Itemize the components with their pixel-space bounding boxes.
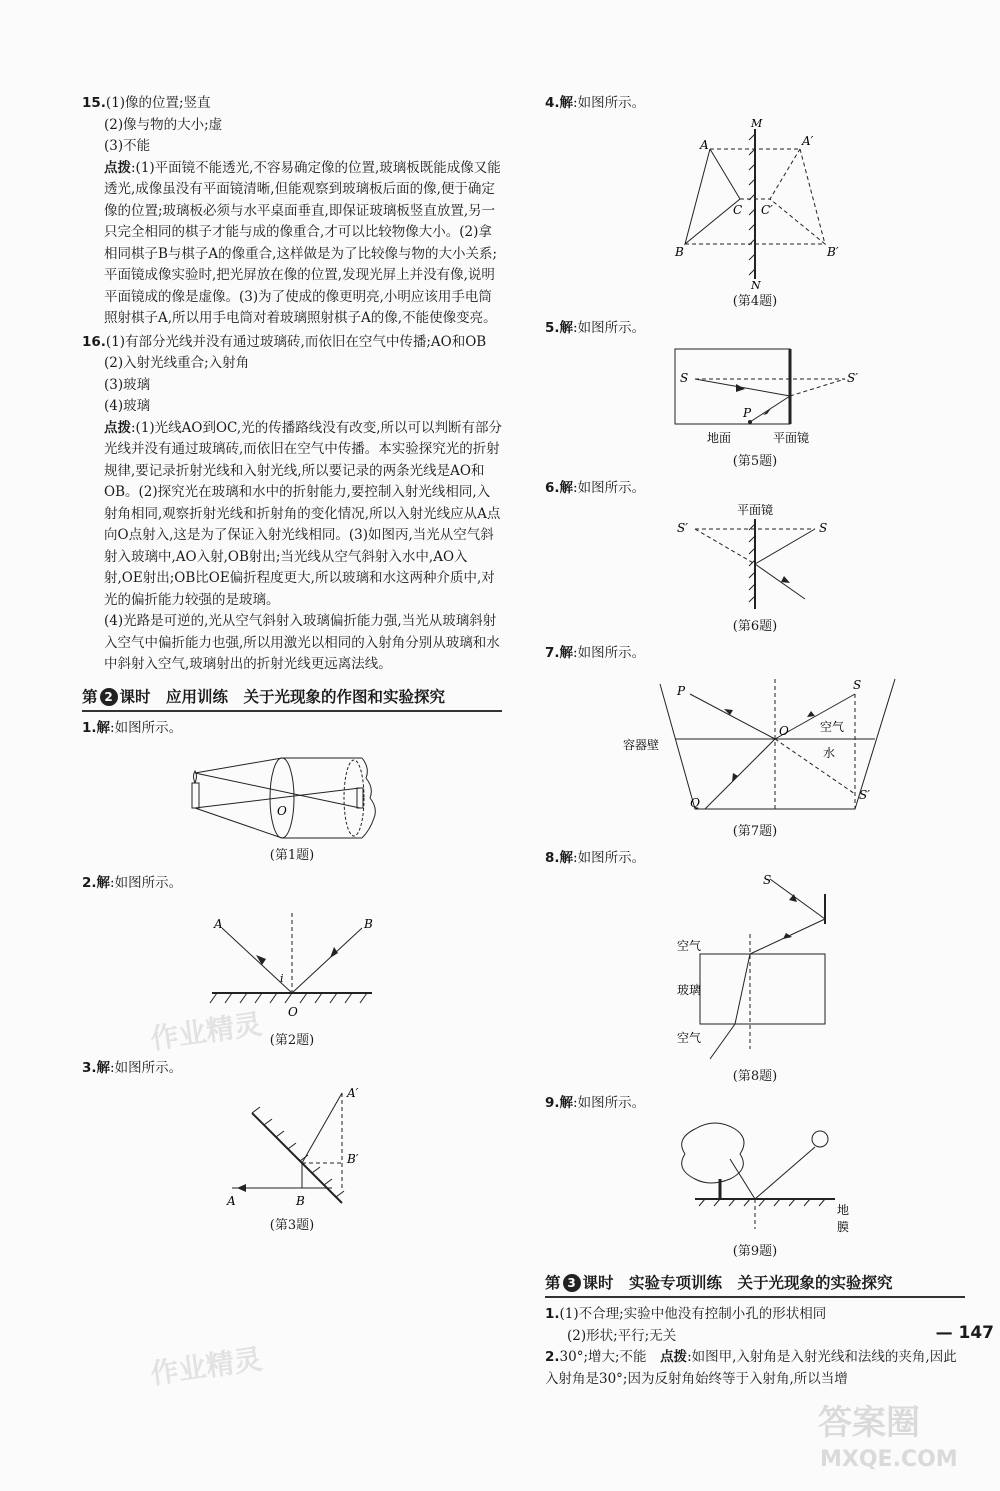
svg-text:P: P: [677, 683, 686, 698]
svg-text:容器壁: 容器壁: [623, 737, 660, 752]
section-3-heading: 第 3 课时 实验专项训练 关于光现象的实验探究: [545, 1270, 965, 1298]
q16-answer-2: (2)入射光线重合;入射角: [104, 355, 250, 371]
s3q2-answer: 2.30°;增大;不能 点拨:如图甲,入射角是入射光线和法线的夹角,因此入射角是30°;因为反射角始终等于入射角,所以当增: [545, 1349, 957, 1387]
page-number: — 147: [936, 1323, 994, 1343]
tree-sun-diagram: [655, 1119, 855, 1239]
fig9-caption: (第9题): [732, 1243, 778, 1259]
fig8-answer: 8.解:如图所示。: [545, 850, 646, 866]
svg-text:平面镜: 平面镜: [773, 430, 810, 445]
section-number-badge: 3: [563, 1274, 581, 1292]
svg-text:B: B: [296, 1194, 305, 1208]
watermark: 作业精灵: [148, 1342, 264, 1391]
svg-text:空气: 空气: [820, 719, 845, 734]
q15-answer-2: (2)像与物的大小;虚: [104, 116, 223, 133]
svg-text:B: B: [364, 917, 373, 931]
q16-tip-2: (4)光路是可逆的,光从空气斜射入玻璃偏折能力强,当光从玻璃斜射入空气中偏折能力也强,所以用激光以相同的入射角分别从玻璃和水中斜射入空气,玻璃射出的折射光线更远离法线。: [104, 613, 500, 672]
fig2: [82, 898, 502, 1052]
svg-text:O: O: [277, 804, 287, 818]
svg-text:C′: C′: [761, 202, 773, 217]
fig8-caption: (第8题): [732, 1068, 778, 1084]
svg-text:膜: 膜: [837, 1219, 850, 1234]
container-refraction-diagram: [605, 669, 905, 819]
svg-text:空气: 空气: [677, 938, 702, 953]
svg-text:O: O: [779, 723, 789, 738]
q16-answer-4: (4)玻璃: [104, 398, 151, 414]
q15-answer-1: 15.(1)像的位置;竖直: [82, 95, 211, 111]
svg-text:B′: B′: [827, 244, 839, 259]
svg-text:A′: A′: [802, 133, 814, 148]
section-number-badge: 2: [100, 688, 118, 706]
svg-text:A: A: [700, 137, 709, 152]
svg-text:P: P: [743, 405, 752, 420]
s3q1-answer-2: (2)形状;平行;无关: [567, 1327, 677, 1344]
q16-tip: 点拨:(1)光线AO到OC,光的传播路线没有改变,所以可以判断有部分光线并没有通过玻璃砖,而依旧在空气中传播。本实验探究光的折射规律,要记录折射光线和入射光线,所以要记录的两条光线是AO和OB。(2)探究光在玻璃和水中的折射能力,要控制入射光线相同,入射角相同,观察折射光线和折射角的变化情况,所以入射光线应从A点向O点射入,这是为了保证入射光线相同。(3)如图丙,当光从空气斜射入玻璃中,AO入射,OB射出;当光线从空气斜射入水中,AO入射,OE射出;OB比OE偏折程度更大,所以玻璃和水这两种介质中,对光的偏折能力较强的是玻璃。: [104, 419, 502, 608]
fig4-caption: (第4题): [732, 293, 778, 309]
fig2-caption: (第2题): [269, 1033, 315, 1048]
svg-text:S: S: [680, 370, 689, 385]
fig6-answer: 6.解:如图所示。: [545, 480, 646, 496]
fig3-answer: 3.解:如图所示。: [82, 1059, 183, 1076]
watermark-logo: 答案圈: [818, 1403, 920, 1443]
svg-text:S′: S′: [847, 370, 858, 385]
fig2-answer: 2.解:如图所示。: [82, 874, 183, 891]
fig7-answer: 7.解:如图所示。: [545, 645, 646, 661]
q16-answer-3: (3)玻璃: [104, 376, 151, 393]
svg-text:S′: S′: [677, 520, 688, 535]
svg-text:Q: Q: [690, 795, 700, 810]
left-column: [82, 93, 502, 1243]
fig4-answer: 4.解:如图所示。: [545, 95, 646, 111]
svg-text:A: A: [214, 917, 223, 931]
fig9-answer: 9.解:如图所示。: [545, 1095, 646, 1111]
mirror-source-diagram: [655, 504, 855, 614]
q15-tip: 点拨:(1)平面镜不能透光,不容易确定像的位置,玻璃板既能成像又能透光,成像虽没有平面镜清晰,但能观察到玻璃板后面的像,便于确定像的位置;玻璃板必须与水平桌面垂直,即保证玻璃板竖直放置,另一只完全相同的棋子才能与成的像重合,才可以比较物像大小。(2)拿相同棋子B与棋子A的像重合,这样做是为了比较像与物的大小关系;平面镜成像实验时,把光屏放在像的位置,发现光屏上并没有像,说明平面镜成的像是虚像。(3)为了使成的像更明亮,小明应该用手电筒照射棋子A,所以用手电筒对着玻璃照射棋子A的像,不能使像变亮。: [104, 159, 501, 326]
svg-text:S: S: [819, 520, 828, 535]
svg-text:地面: 地面: [707, 430, 732, 445]
svg-text:A: A: [227, 1194, 236, 1208]
svg-text:S′: S′: [859, 787, 870, 802]
periscope-diagram: [192, 1083, 392, 1213]
fig1-answer: 1.解:如图所示。: [82, 719, 183, 736]
svg-text:S: S: [763, 873, 772, 887]
svg-text:B: B: [675, 244, 684, 259]
mirror-image-diagram: [655, 119, 855, 289]
svg-text:空气: 空气: [677, 1030, 702, 1045]
fig3: [82, 1083, 502, 1237]
watermark-url: MXQE.COM: [820, 1447, 958, 1472]
fig6-caption: (第6题): [732, 618, 778, 634]
q16-answer-1: 16.(1)有部分光线并没有通过玻璃砖,而依旧在空气中传播;AO和OB: [82, 333, 487, 350]
svg-text:地: 地: [837, 1202, 850, 1217]
svg-text:C: C: [733, 202, 743, 217]
fig7-caption: (第7题): [732, 823, 778, 839]
fig5-caption: (第5题): [732, 453, 778, 469]
fig3-caption: (第3题): [269, 1218, 315, 1233]
fig5: [545, 344, 965, 473]
fig6: [545, 504, 965, 638]
mirror-room-diagram: [645, 344, 865, 449]
watermark: 作业精灵: [148, 1007, 264, 1056]
svg-text:S: S: [853, 677, 862, 692]
glass-refraction-diagram: [655, 874, 855, 1064]
fig4: [545, 119, 965, 313]
svg-text:O: O: [288, 1005, 298, 1019]
q15-answer-3: (3)不能: [104, 138, 151, 154]
svg-text:M: M: [751, 118, 763, 130]
fig5-answer: 5.解:如图所示。: [545, 320, 646, 336]
s3q1-answer-1: 1.(1)不合理;实验中他没有控制小孔的形状相同: [545, 1306, 827, 1322]
fig1: [82, 743, 502, 867]
svg-text:N: N: [751, 278, 761, 289]
right-column: [545, 93, 965, 1390]
svg-text:i: i: [280, 972, 284, 985]
pinhole-camera-diagram: [182, 743, 402, 843]
section-2-heading: 第 2 课时 应用训练 关于光现象的作图和实验探究: [82, 684, 502, 712]
svg-text:平面镜: 平面镜: [737, 503, 774, 517]
fig1-caption: (第1题): [269, 848, 315, 863]
svg-text:水: 水: [823, 745, 836, 760]
fig8: [545, 874, 965, 1088]
svg-text:B′: B′: [347, 1152, 359, 1166]
svg-text:玻璃: 玻璃: [677, 982, 702, 997]
svg-text:A′: A′: [347, 1086, 359, 1100]
fig9: [545, 1119, 965, 1263]
fig7: [545, 669, 965, 843]
